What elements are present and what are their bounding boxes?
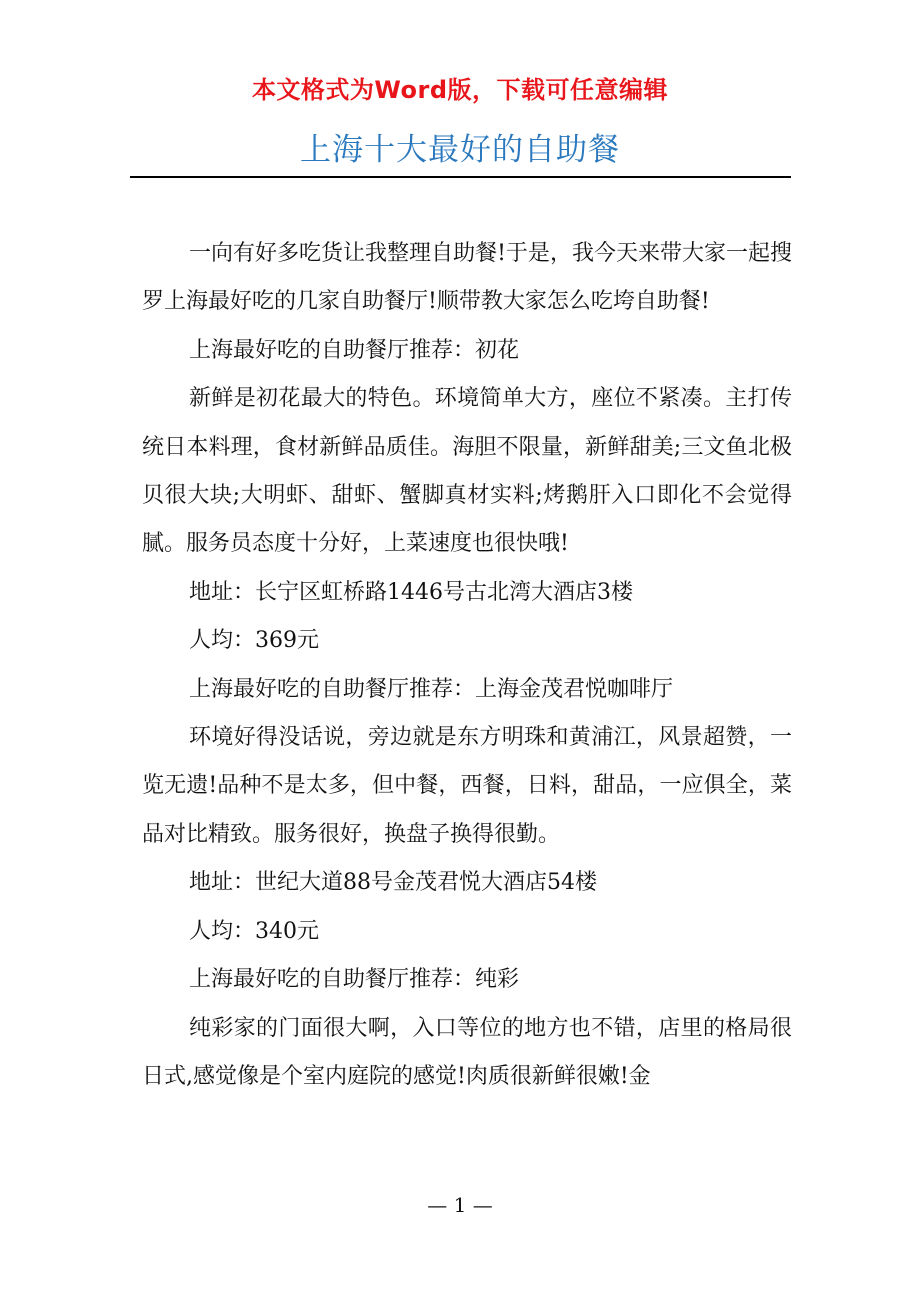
title-divider bbox=[130, 176, 791, 178]
page-number: — 1 — bbox=[427, 1193, 493, 1217]
restaurant-price-2: 人均：340元 bbox=[189, 918, 319, 944]
restaurant-description-2: 环境好得没话说，旁边就是东方明珠和黄浦江，风景超赞，一览无遗!品种不是太多，但中餐，西餐，日料，甜品，一应俱全，菜品对比精致。服务很好，换盘子换得很勤。 bbox=[142, 725, 792, 847]
restaurant-price-1: 人均：369元 bbox=[189, 628, 319, 654]
restaurant-description-1: 新鲜是初花最大的特色。环境简单大方，座位不紧凑。主打传统日本料理，食材新鲜品质佳。海胆不限量，新鲜甜美;三文鱼北极贝很大块;大明虾、甜虾、蟹脚真材实料;烤鹅肝入口即化不会觉得腻。服务员态度十分好，上菜速度也很快哦! bbox=[142, 386, 792, 557]
restaurant-address-1: 地址：长宁区虹桥路1446号古北湾大酒店3楼 bbox=[189, 579, 633, 605]
document-title: 上海十大最好的自助餐 bbox=[300, 132, 620, 168]
intro-paragraph: 一向有好多吃货让我整理自助餐!于是，我今天来带大家一起搜罗上海最好吃的几家自助餐厅!顺带教大家怎么吃垮自助餐! bbox=[142, 241, 792, 315]
restaurant-heading-2: 上海最好吃的自助餐厅推荐：上海金茂君悦咖啡厅 bbox=[189, 676, 674, 702]
restaurant-heading-1: 上海最好吃的自助餐厅推荐：初花 bbox=[189, 337, 520, 363]
edit-notice-banner: 本文格式为Word版，下载可任意编辑 bbox=[251, 76, 669, 104]
document-body bbox=[142, 230, 792, 1101]
restaurant-description-3: 纯彩家的门面很大啊，入口等位的地方也不错，店里的格局很日式,感觉像是个室内庭院的感觉!肉质很新鲜很嫩!金 bbox=[142, 1015, 792, 1089]
restaurant-heading-3: 上海最好吃的自助餐厅推荐：纯彩 bbox=[189, 967, 520, 993]
restaurant-address-2: 地址：世纪大道88号金茂君悦大酒店54楼 bbox=[189, 870, 597, 896]
